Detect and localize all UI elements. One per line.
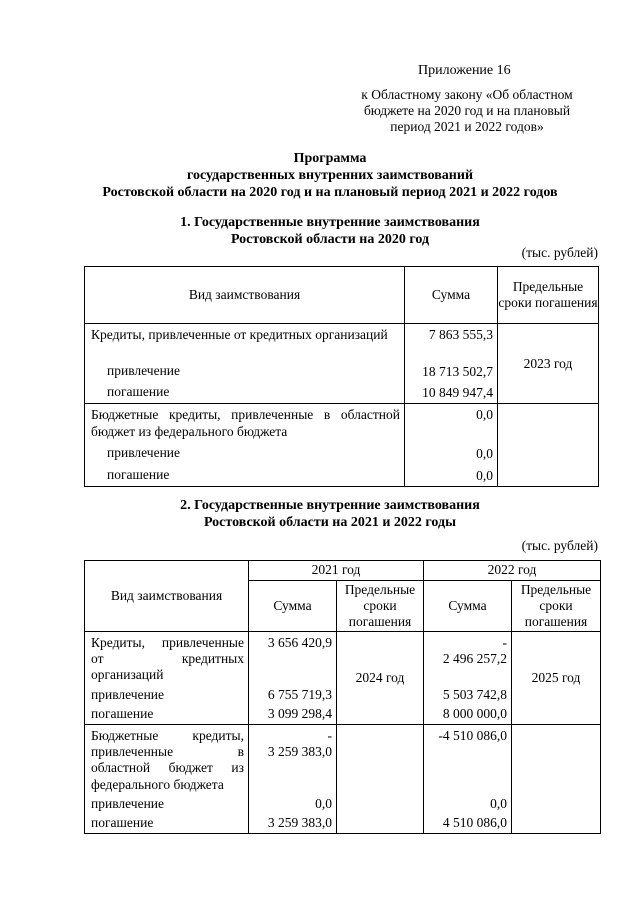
program-title xyxy=(60,150,600,201)
section2-units: (тыс. рублей) xyxy=(521,538,598,553)
section2-title xyxy=(60,497,600,531)
table-row xyxy=(85,324,599,362)
borrowings-2021-2022-table xyxy=(84,560,601,834)
row-sum-credits-out: 10 849 947,4 xyxy=(405,382,498,404)
row-sum-2021-budget-out: 3 259 383,0 xyxy=(249,812,337,834)
sum-value: 3 259 383,0 xyxy=(267,744,332,760)
column-header-year-2022: 2022 год xyxy=(424,561,601,581)
row-term-2021-budget xyxy=(337,724,424,833)
column-header-sum: Сумма xyxy=(405,267,498,324)
law-line: бюджете на 2020 год и на плановый xyxy=(363,103,571,118)
section1-title xyxy=(60,214,600,248)
column-header-sum-2021: Сумма xyxy=(249,581,337,632)
row-sum-2022-budget-in: 0,0 xyxy=(424,793,512,812)
row-sum-credits-in: 18 713 502,7 xyxy=(405,361,498,382)
row-sum-2021-credits-out: 3 099 298,4 xyxy=(249,703,337,725)
column-header-type: Вид заимствования xyxy=(85,561,249,632)
row-term-budget xyxy=(498,404,599,486)
row-sum-2022-credits xyxy=(424,632,512,684)
dash-mark: - xyxy=(502,635,507,650)
row-sum-budget-in: 0,0 xyxy=(405,443,498,464)
row-sum-budget-out: 0,0 xyxy=(405,465,498,487)
table-row xyxy=(85,404,599,444)
dash-mark: - xyxy=(327,727,332,743)
row-sum-2021-budget-in: 0,0 xyxy=(249,793,337,812)
section1-title-line: Ростовской области на 2020 год xyxy=(230,232,430,247)
row-term-2022-credits: 2025 год xyxy=(512,632,601,725)
row-label-credits-out: погашение xyxy=(85,703,249,725)
row-label-budget-in: привлечение xyxy=(85,793,249,812)
section2-title-line: Ростовской области на 2021 и 2022 годы xyxy=(203,515,457,530)
column-header-term: Предельные сроки погашения xyxy=(498,267,599,324)
row-sum-2021-credits: 3 656 420,9 xyxy=(249,632,337,684)
row-sum-2022-budget: -4 510 086,0 xyxy=(424,724,512,792)
row-label-budget-out: погашение xyxy=(85,812,249,834)
row-sum-2022-credits-out: 8 000 000,0 xyxy=(424,703,512,725)
row-term-2022-budget xyxy=(512,724,601,833)
row-label-credits: Кредиты, привлеченные от кредитных организаций xyxy=(85,324,405,362)
sum-value: 2 496 257,2 xyxy=(442,651,507,667)
program-title-line: Программа xyxy=(293,151,367,166)
row-label-credits-in: привлечение xyxy=(85,684,249,703)
column-header-sum-2022: Сумма xyxy=(424,581,512,632)
law-line: к Областному закону «Об областном xyxy=(361,87,573,102)
borrowings-2020-table xyxy=(84,266,599,487)
program-title-line: Ростовской области на 2020 год и на плановый период 2021 и 2022 годов xyxy=(102,185,558,200)
row-sum-2022-credits-in: 5 503 742,8 xyxy=(424,684,512,703)
table-header-row xyxy=(85,267,599,324)
row-sum-2021-credits-in: 6 755 719,3 xyxy=(249,684,337,703)
row-label-budget: Бюджетные кредиты, привлеченные в областной бюджет из федерального бюджета xyxy=(85,404,405,444)
row-term-2021-credits: 2024 год xyxy=(337,632,424,725)
row-label-budget: Бюджетные кредиты, привлеченные в областной бюджет из федерального бюджета xyxy=(85,724,249,792)
row-label-credits: Кредиты, привлеченные от кредитных организаций xyxy=(85,632,249,684)
column-header-term-2021: Предельные сроки погашения xyxy=(337,581,424,632)
row-sum-2021-budget xyxy=(249,724,337,792)
program-title-line: государственных внутренних заимствований xyxy=(186,168,474,183)
column-header-year-2021: 2021 год xyxy=(249,561,424,581)
row-label-credits-in: привлечение xyxy=(85,361,405,382)
row-sum-budget: 0,0 xyxy=(405,404,498,444)
row-term-credits: 2023 год xyxy=(498,324,599,404)
law-reference xyxy=(336,87,598,135)
column-header-term-2022: Предельные сроки погашения xyxy=(512,581,601,632)
column-header-type: Вид заимствования xyxy=(85,267,405,324)
row-sum-2022-budget-out: 4 510 086,0 xyxy=(424,812,512,834)
section2-title-line: 2. Государственные внутренние заимствования xyxy=(180,498,480,513)
law-line: период 2021 и 2022 годов» xyxy=(390,119,544,134)
section1-units: (тыс. рублей) xyxy=(521,245,598,260)
table-row xyxy=(85,632,601,684)
row-sum-credits: 7 863 555,3 xyxy=(405,324,498,362)
section1-title-line: 1. Государственные внутренние заимствования xyxy=(180,215,480,230)
appendix-number: Приложение 16 xyxy=(418,63,511,78)
table-row xyxy=(85,724,601,792)
row-label-credits-out: погашение xyxy=(85,382,405,404)
row-label-budget-out: погашение xyxy=(85,465,405,487)
table-header-row xyxy=(85,561,601,581)
row-label-budget-in: привлечение xyxy=(85,443,405,464)
